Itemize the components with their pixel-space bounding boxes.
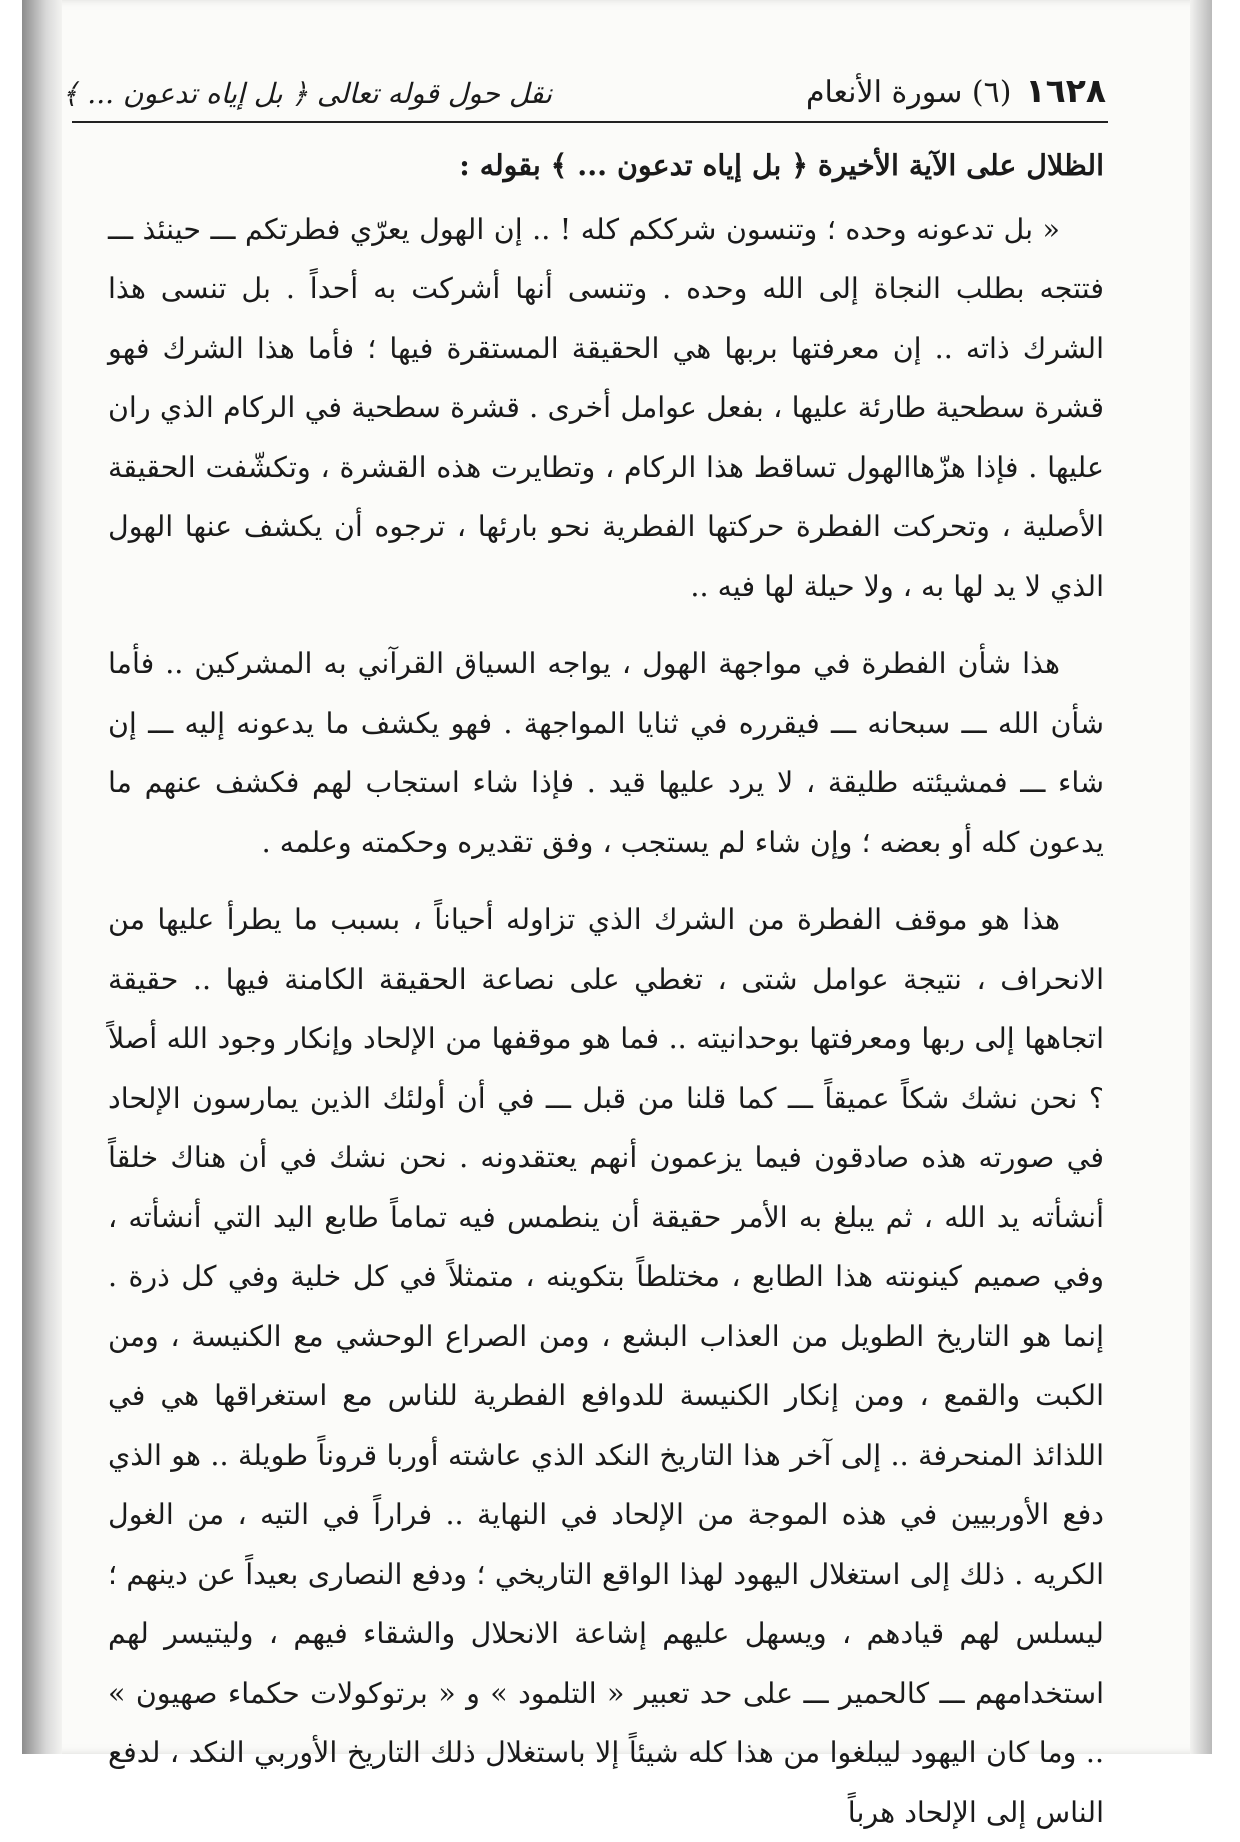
surah-label: (٦) سورة الأنعام (805, 75, 1012, 110)
page-number: ١٦٢٨ (1025, 71, 1106, 110)
page-header (62, 50, 1106, 110)
intro-line: الظلال على الآية الأخيرة ﴿ بل إياه تدعون ... ﴾ بقوله : (459, 148, 1104, 182)
body-text (108, 136, 1104, 1842)
paragraph-atheism: هذا هو موقف الفطرة من الشرك الذي تزاوله أحياناً ، بسبب ما يطرأ عليها من الانحراف ، نتيجة عوامل شتى ، تغطي على نصاعة الحقيقة الكامنة فيها .. حقيقة اتجاهها إلى ربها ومعرفتها بوحدانيته .. فما هو موقفها من الإلحاد وإنكار وجود الله أصلاً ؟ نحن نشك شكاً عميقاً ـــ كما قلنا من قبل ـــ في أن أولئك الذين يمارسون الإلحاد في صورته هذه صادقون فيما يزعمون أنهم يعتقدونه . نحن نشك في أن هناك خلقاً أنشأته يد الله ، ثم يبلغ به الأمر حقيقة أن ينطمس فيه تماماً طابع اليد التي أنشأته ، وفي صميم كينونته هذا الطابع ، مختلطاً بتكوينه ، متمثلاً في كل خلية وفي كل ذرة . إنما هو التاريخ الطويل من العذاب البشع ، ومن الصراع الوحشي مع الكنيسة ، ومن الكبت والقمع ، ومن إنكار الكنيسة للدوافع الفطرية للناس مع استغراقها هي في اللذائذ المنحرفة .. إلى آخر هذا التاريخ النكد الذي عاشته أوربا قروناً طويلة .. هو الذي دفع الأوربيين في هذه الموجة من الإلحاد في النهاية .. فراراً في التيه ، من الغول الكريه . ذلك إلى استغلال اليهود لهذا الواقع التاريخي ؛ ودفع النصارى بعيداً عن دينهم ؛ ليسلس لهم قيادهم ، ويسهل عليهم إشاعة الانحلال والشقاء فيهم ، وليتيسر لهم استخدامهم ـــ كالحمير ـــ على حد تعبير « التلمود » و « برتوكولات حكماء صهيون » .. وما كان اليهود ليبلغوا من هذا كله شيئاً إلا باستغلال ذلك التاريخ الأوربي النكد ، لدفع الناس إلى الإلحاد هرباً (108, 903, 1104, 1829)
paragraph-quote: « بل تدعونه وحده ؛ وتنسون شرككم كله ! .. إن الهول يعرّي فطرتكم ـــ حينئذ ـــ فتتجه بطلب النجاة إلى الله وحده . وتنسى أنها أشركت به أحداً . بل تنسى هذا الشرك ذاته .. إن معرفتها بربها هي الحقيقة المستقرة فيها ؛ فأما هذا الشرك فهو قشرة سطحية طارئة عليها ، بفعل عوامل أخرى . قشرة سطحية في الركام الذي ران عليها . فإذا هزّهاالهول تساقط هذا الركام ، وتطايرت هذه القشرة ، وتكشّفت الحقيقة الأصلية ، وتحركت الفطرة حركتها الفطرية نحو بارئها ، ترجوه أن يكشف عنها الهول الذي لا يد لها به ، ولا حيلة لها فيه .. (108, 212, 1104, 603)
header-divider (72, 121, 1108, 123)
binding-shadow (22, 0, 62, 1754)
running-title: نقل حول قوله تعالى ﴿ بل إياه تدعون ... ﴾ (62, 77, 552, 110)
header-right-group (806, 71, 1106, 110)
paragraph-divine-will: هذا شأن الفطرة في مواجهة الهول ، يواجه السياق القرآني به المشركين .. فأما شأن الله ـــ سبحانه ـــ فيقرره في ثنايا المواجهة . فهو يكشف ما يدعونه إليه ـــ إن شاء ـــ فمشيئته طليقة ، لا يرد عليها قيد . فإذا شاء استجاب لهم فكشف عنهم ما يدعون كله أو بعضه ؛ وإن شاء لم يستجب ، وفق تقديره وحكمته وعلمه . (108, 647, 1104, 859)
page-edge-shadow (1190, 0, 1212, 1754)
